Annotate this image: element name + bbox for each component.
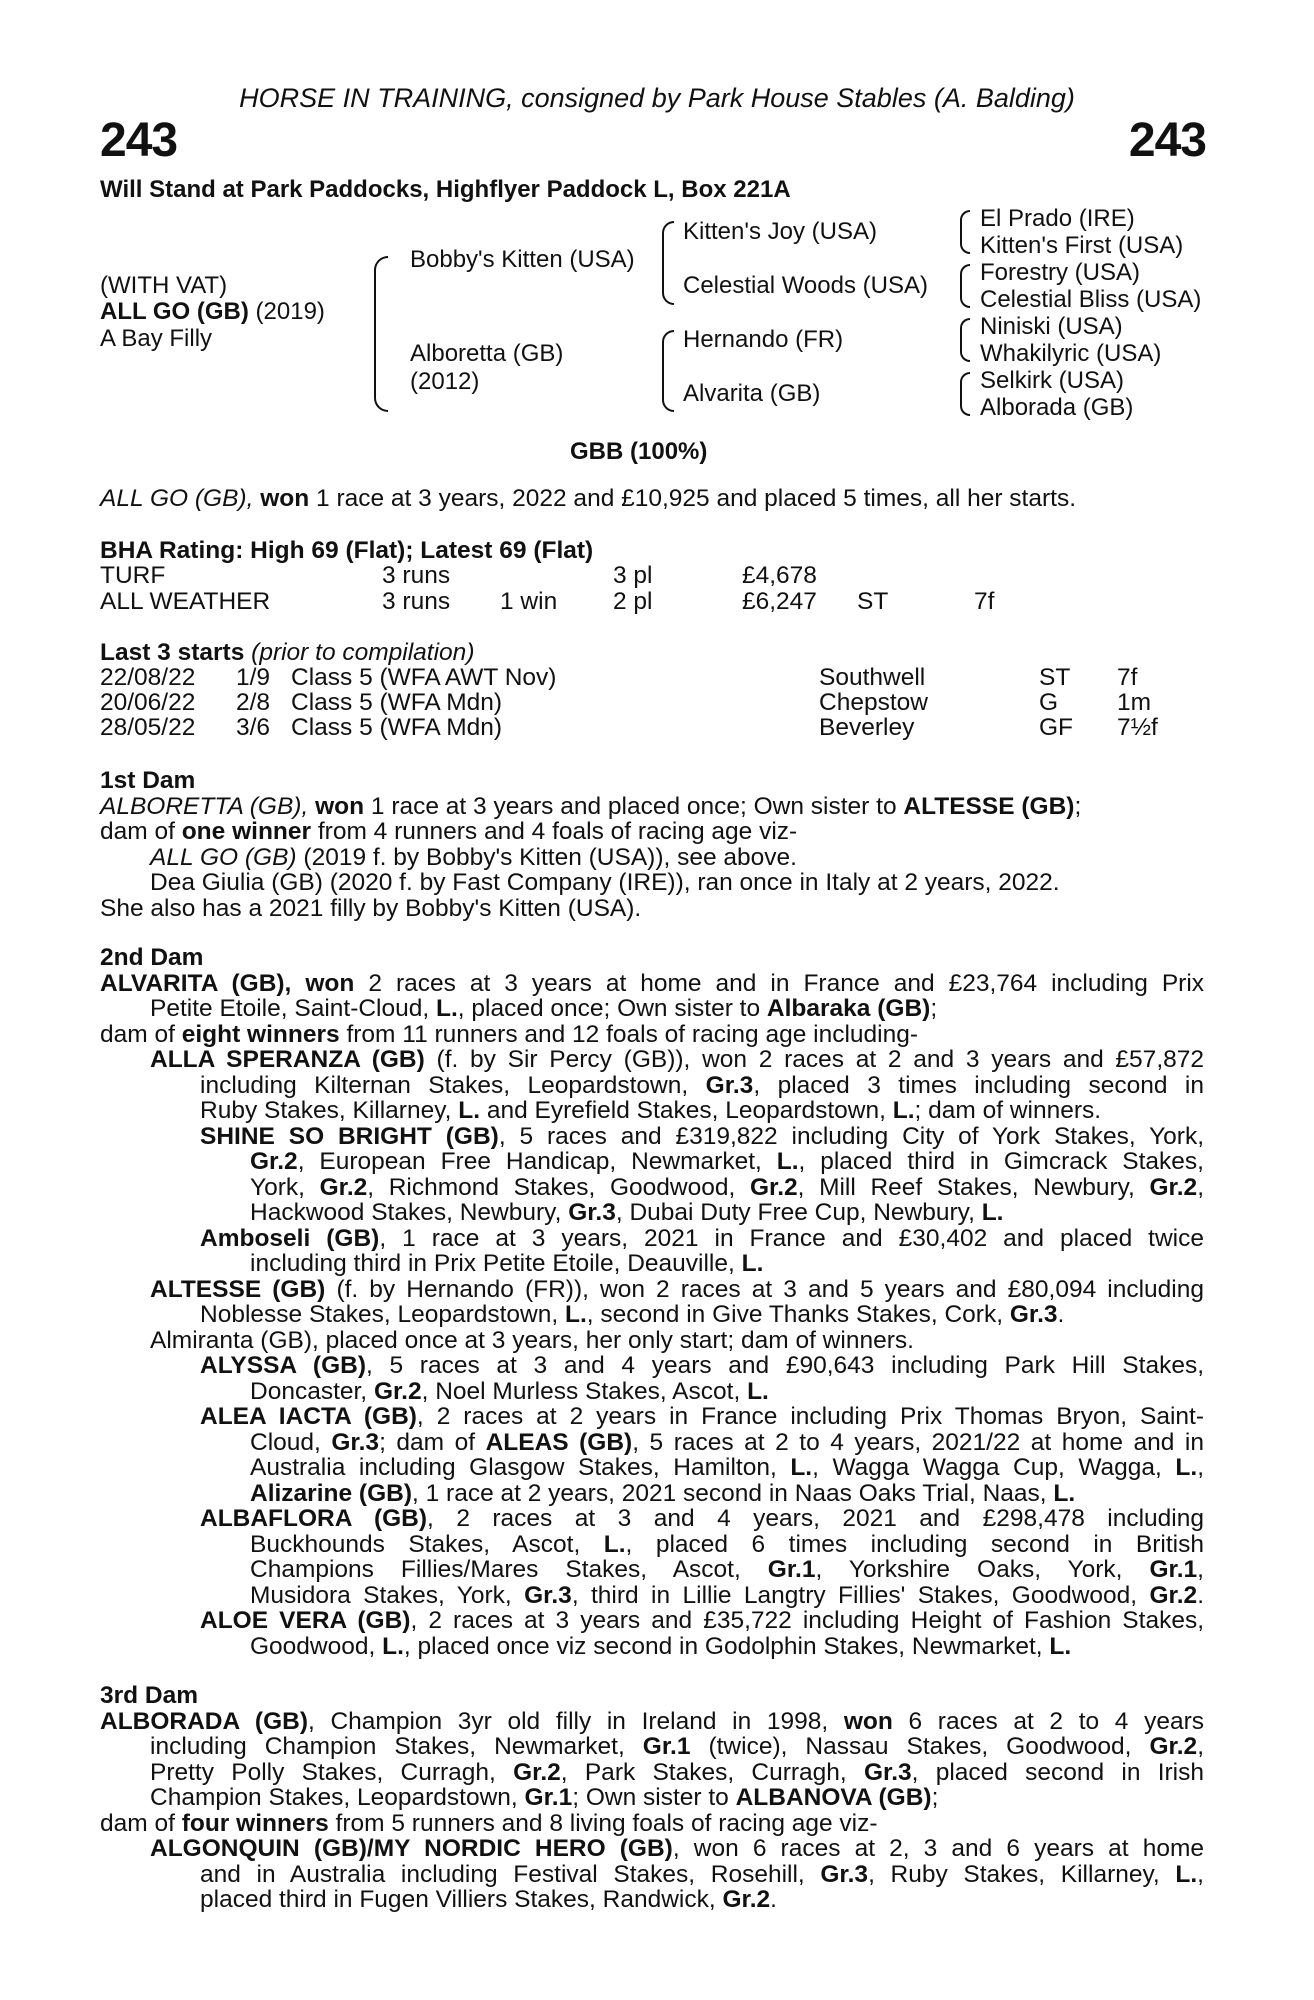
- start-race: Class 5 (WFA Mdn): [291, 714, 503, 741]
- sibling-name: ALTESSE (GB): [903, 792, 1075, 820]
- rating-placed: 3 pl: [613, 562, 653, 589]
- last-starts-title: Last 3 starts: [100, 639, 245, 666]
- dam-name: ALBORADA (GB): [100, 1707, 308, 1735]
- start-going: ST: [1039, 664, 1071, 691]
- text-line: [100, 1379, 1204, 1405]
- text-line: [100, 1557, 1204, 1583]
- punct: .: [1057, 1301, 1065, 1328]
- start-date: 20/06/22: [100, 689, 196, 716]
- rating-prize: £6,247: [742, 588, 817, 615]
- consignment-header: HORSE IN TRAINING, consigned by Park House Stables (A. Balding): [239, 83, 1075, 113]
- start-race: Class 5 (WFA AWT Nov): [291, 664, 557, 691]
- punct: ,: [1197, 1173, 1204, 1201]
- rating-surface: TURF: [100, 562, 166, 589]
- rating-runs: 3 runs: [382, 588, 451, 615]
- dam-sire: Hernando (FR): [683, 326, 844, 353]
- text-span: (f. by Hernando (FR)), won 2 races at 3 and 5 years and £80,094 including: [336, 1275, 1205, 1303]
- second-dam-section: [100, 945, 1204, 1659]
- start-going: G: [1039, 689, 1059, 716]
- first-dam-section: [100, 768, 1204, 921]
- ped-sss: El Prado (IRE): [980, 205, 1135, 232]
- start-course: Beverley: [819, 714, 915, 741]
- stand-location: Will Stand at Park Paddocks, Highflyer Paddock L, Box 221A: [100, 176, 791, 203]
- text-line: [100, 1251, 1204, 1277]
- start-distance: 7½f: [1117, 714, 1158, 741]
- text-line: [100, 1455, 1204, 1481]
- won-text: won: [843, 1707, 893, 1735]
- produce-name: ALGONQUIN (GB)/MY NORDIC HERO (GB): [150, 1835, 673, 1862]
- text-span: , placed 3 times including second in: [753, 1071, 1204, 1099]
- grade: L.: [1175, 1860, 1198, 1888]
- text-line: [100, 996, 1204, 1022]
- grade: Gr.1: [524, 1784, 573, 1811]
- grade: L.: [790, 1454, 813, 1481]
- grade: Gr.2: [513, 1758, 561, 1786]
- produce-name: Amboseli (GB): [200, 1224, 380, 1252]
- ped-dss: Niniski (USA): [980, 313, 1123, 340]
- summary-text: 1 race at 3 years, 2022 and £10,925 and placed 5 times, all her starts.: [316, 485, 1076, 512]
- text-span: (f. by Sir Percy (GB)), won 2 races at 2 and 3 years and £57,872: [436, 1046, 1204, 1073]
- winners-count: eight winners: [181, 1020, 340, 1048]
- text-line: [100, 1404, 1204, 1430]
- produce-name: ALBAFLORA (GB): [200, 1505, 428, 1532]
- third-dam-section: [100, 1683, 1204, 1913]
- text-span: , Wagga Wagga Cup, Wagga,: [812, 1454, 1162, 1481]
- vat-note: (WITH VAT): [100, 272, 228, 299]
- start-date: 22/08/22: [100, 664, 196, 691]
- last-starts-note: (prior to compilation): [251, 639, 475, 666]
- text-line: [100, 1124, 1204, 1150]
- text-line: [100, 1353, 1204, 1379]
- start-position: 1/9: [236, 664, 271, 691]
- text-line: [100, 1887, 1204, 1913]
- start-date: 28/05/22: [100, 714, 196, 741]
- text-line: [100, 1734, 1204, 1760]
- punct: .: [770, 1886, 777, 1913]
- grade: Gr.2: [250, 1148, 298, 1175]
- start-going: GF: [1039, 714, 1074, 741]
- grade: Gr.3: [568, 1199, 616, 1226]
- text-line: [100, 1302, 1204, 1328]
- text-span: (2019 f. by Bobby's Kitten (USA)), see above.: [303, 843, 797, 871]
- text-span: including Champion Stakes, Newmarket,: [150, 1733, 625, 1760]
- text-span: Ruby Stakes, Killarney,: [200, 1097, 452, 1124]
- text-line: [100, 1149, 1204, 1175]
- grade: L.: [1049, 1632, 1072, 1660]
- rating-surface: ALL WEATHER: [100, 588, 271, 615]
- text-span: , Yorkshire Oaks, York,: [815, 1556, 1123, 1583]
- text-span: , Ruby Stakes, Killarney,: [868, 1860, 1160, 1888]
- sire-name: Bobby's Kitten (USA): [410, 246, 635, 273]
- produce-line: Dea Giulia (GB) (2020 f. by Fast Company (IRE)), ran once in Italy at 2 years, 2022.: [150, 869, 1060, 896]
- grade: L.: [747, 1377, 769, 1405]
- text-line: [100, 971, 1204, 997]
- text-span: Champions Fillies/Mares Stakes, Ascot,: [250, 1556, 741, 1583]
- grade: L.: [382, 1632, 404, 1660]
- grade: L.: [565, 1301, 587, 1328]
- text-span: Goodwood,: [250, 1632, 376, 1660]
- text-line: [100, 1022, 1204, 1048]
- text-span: , 5 races at 2 to 4 years, 2021/22 at home and in: [632, 1428, 1205, 1456]
- second-dam-title: 2nd Dam: [100, 944, 204, 971]
- text-line: [100, 1634, 1204, 1660]
- sibling-name: Albaraka (GB): [766, 995, 931, 1022]
- grade: Gr.1: [1149, 1556, 1198, 1583]
- text-line: [100, 1760, 1204, 1786]
- text-line: [100, 1430, 1204, 1456]
- grade: Gr.2: [373, 1377, 422, 1405]
- horse-name: ALL GO (GB): [100, 298, 249, 325]
- produce-name: ALTESSE (GB): [150, 1275, 326, 1303]
- text-span: including third in Prix Petite Etoile, Deauville,: [250, 1250, 735, 1277]
- text-line: [100, 1098, 1204, 1124]
- text-span: placed third in Fugen Villiers Stakes, Randwick,: [200, 1886, 716, 1913]
- ped-dsd: Whakilyric (USA): [980, 340, 1162, 367]
- text-span: 1 race at 3 years and placed once; Own sister to: [370, 792, 897, 820]
- won-text: won: [315, 792, 365, 820]
- text-span: ; Own sister to: [572, 1784, 729, 1811]
- produce-name: ALEAS (GB): [485, 1428, 633, 1456]
- rating-placed: 2 pl: [613, 588, 653, 615]
- text-line: [100, 1836, 1204, 1862]
- text-span: , third in Lillie Langtry Fillies' Stakes, Goodwood,: [571, 1581, 1138, 1609]
- text-line: [100, 1583, 1204, 1609]
- grade: Gr.2: [319, 1173, 368, 1201]
- grade: Gr.1: [767, 1556, 816, 1583]
- start-course: Southwell: [819, 664, 926, 691]
- first-dam-note: She also has a 2021 filly by Bobby's Kitten (USA).: [100, 894, 642, 922]
- text-span: , placed 6 times including second in British: [625, 1530, 1204, 1558]
- grade: L.: [892, 1097, 915, 1124]
- produce-name: ALEA IACTA (GB): [200, 1403, 417, 1430]
- text-span: , 1 race at 2 years, 2021 second in Naas Oaks Trial, Naas,: [412, 1479, 1047, 1507]
- text-span: Hackwood Stakes, Newbury,: [250, 1199, 562, 1226]
- first-dam-line: [100, 794, 1204, 820]
- punct: ;: [1074, 792, 1082, 820]
- text-span: , won 6 races at 2, 3 and 6 years at home: [672, 1835, 1204, 1862]
- start-distance: 1m: [1117, 689, 1152, 716]
- ped-sds: Forestry (USA): [980, 259, 1141, 286]
- grade: L.: [1053, 1479, 1076, 1507]
- text-span: , placed second in Irish: [911, 1758, 1204, 1786]
- text-line: [100, 1862, 1204, 1888]
- text-span: , European Free Handicap, Newmarket,: [297, 1148, 762, 1175]
- text-line: [100, 1785, 1204, 1811]
- text-line: [100, 1811, 1204, 1837]
- start-race: Class 5 (WFA Mdn): [291, 689, 503, 716]
- dam-name: ALVARITA (GB),: [100, 969, 292, 997]
- dam-year: (2012): [410, 368, 480, 395]
- text-line: [100, 1506, 1204, 1532]
- pedigree-brace-dam: [662, 330, 674, 412]
- text-span: , Dubai Duty Free Cup, Newbury,: [615, 1199, 975, 1226]
- text-span: dam of: [100, 1020, 175, 1048]
- rating-wins: 1 win: [500, 588, 558, 615]
- produce-line: [100, 845, 1204, 871]
- text-span: , placed third in Gimcrack Stakes,: [798, 1148, 1204, 1175]
- text-span: Australia including Glasgow Stakes, Hamilton,: [250, 1454, 777, 1481]
- text-span: 6 races at 2 to 4 years: [908, 1707, 1204, 1735]
- text-span: , Mill Reef Stakes, Newbury,: [797, 1173, 1135, 1201]
- summary-won: won: [260, 485, 310, 512]
- grade: Gr.3: [820, 1860, 869, 1888]
- start-position: 3/6: [236, 714, 271, 741]
- text-span: and in Australia including Festival Stakes, Rosehill,: [200, 1860, 805, 1888]
- text-span: ; dam of winners.: [914, 1097, 1102, 1124]
- won-text: won: [305, 969, 355, 997]
- text-span: Buckhounds Stakes, Ascot,: [250, 1530, 581, 1558]
- text-span: York,: [250, 1173, 305, 1201]
- punct: ,: [1197, 1733, 1204, 1760]
- text-line: [100, 1709, 1204, 1735]
- text-line: Almiranta (GB), placed once at 3 years, her only start; dam of winners.: [150, 1326, 914, 1354]
- text-span: Petite Etoile, Saint-Cloud,: [150, 995, 430, 1022]
- produce-name: ALOE VERA (GB): [200, 1607, 411, 1634]
- winners-count: one winner: [181, 818, 312, 845]
- text-line: [100, 1226, 1204, 1252]
- pedigree-brace-ds: [960, 318, 970, 362]
- text-span: , 2 races at 3 years and £35,722 including Height of Fashion Stakes,: [410, 1607, 1204, 1634]
- text-span: 2 races at 3 years at home and in France and £23,764 including Prix: [368, 969, 1205, 997]
- sire-sire: Kitten's Joy (USA): [683, 218, 877, 245]
- punct: ;: [930, 995, 938, 1022]
- dam-name: ALBORETTA (GB),: [100, 792, 309, 820]
- grade: Gr.2: [1149, 1733, 1198, 1760]
- sire-dam: Celestial Woods (USA): [683, 272, 928, 299]
- text-span: ; dam of: [379, 1428, 476, 1456]
- gbb-percentage: GBB (100%): [570, 438, 708, 465]
- pedigree-brace-main: [374, 256, 388, 412]
- produce-name: ALL GO (GB): [150, 843, 297, 871]
- text-span: , Noel Murless Stakes, Ascot,: [421, 1377, 741, 1405]
- pedigree-brace-sd: [960, 264, 970, 308]
- punct: ,: [1197, 1860, 1204, 1888]
- third-dam-title: 3rd Dam: [100, 1682, 199, 1709]
- first-dam-title: 1st Dam: [100, 767, 196, 794]
- text-line: [100, 1047, 1204, 1073]
- text-span: Cloud,: [250, 1428, 321, 1456]
- pedigree-brace-sire: [662, 221, 674, 305]
- lot-number-right: 243: [1128, 114, 1206, 167]
- grade: L.: [436, 995, 458, 1022]
- text-line: [100, 1200, 1204, 1226]
- start-course: Chepstow: [819, 689, 928, 716]
- text-span: (twice), Nassau Stakes, Goodwood,: [708, 1733, 1132, 1760]
- text-line: [100, 1481, 1204, 1507]
- grade: L.: [981, 1199, 1004, 1226]
- punct: .: [1197, 1581, 1204, 1609]
- produce-name: ALLA SPERANZA (GB): [150, 1046, 425, 1073]
- text-span: dam of: [100, 818, 175, 845]
- dam-name: Alboretta (GB): [410, 340, 564, 367]
- text-span: , second in Give Thanks Stakes, Cork,: [586, 1301, 1004, 1328]
- start-position: 2/8: [236, 689, 271, 716]
- lot-number-left: 243: [100, 114, 178, 167]
- horse-description: A Bay Filly: [100, 325, 213, 352]
- rating-distance: 7f: [974, 588, 995, 615]
- horse-name-line: [100, 298, 325, 326]
- rating-prize: £4,678: [742, 562, 817, 589]
- grade: L.: [1175, 1454, 1198, 1481]
- grade: L.: [741, 1250, 764, 1277]
- text-span: dam of: [100, 1809, 175, 1837]
- grade: Gr.1: [642, 1733, 691, 1760]
- text-span: Noblesse Stakes, Leopardstown,: [200, 1301, 559, 1328]
- produce-name: SHINE SO BRIGHT (GB): [200, 1122, 499, 1150]
- summary-horse-name: ALL GO (GB),: [100, 485, 254, 512]
- text-span: and Eyrefield Stakes, Leopardstown,: [486, 1097, 886, 1124]
- text-span: from 11 runners and 12 foals of racing age including-: [346, 1020, 919, 1048]
- punct: ,: [1197, 1556, 1204, 1583]
- ped-sdd: Celestial Bliss (USA): [980, 286, 1202, 313]
- text-span: , 5 races at 3 and 4 years and £90,643 including Park Hill Stakes,: [365, 1352, 1205, 1379]
- grade: Gr.2: [749, 1173, 798, 1201]
- punct: ,: [1197, 1454, 1205, 1481]
- punct: ;: [931, 1784, 939, 1811]
- winners-count: four winners: [181, 1809, 329, 1837]
- text-span: , 2 races at 3 and 4 years, 2021 and £298,478 including: [427, 1505, 1204, 1532]
- text-span: , Park Stakes, Curragh,: [560, 1758, 847, 1786]
- first-dam-line: [100, 819, 1204, 845]
- grade: Gr.3: [705, 1071, 754, 1099]
- rating-going: ST: [857, 588, 889, 615]
- ped-dds: Selkirk (USA): [980, 367, 1125, 394]
- produce-name: Alizarine (GB): [250, 1479, 412, 1507]
- text-span: Pretty Polly Stakes, Curragh,: [150, 1758, 496, 1786]
- text-span: , placed once viz second in Godolphin Stakes, Newmarket,: [403, 1632, 1043, 1660]
- start-distance: 7f: [1117, 664, 1138, 691]
- ped-ddd: Alborada (GB): [980, 394, 1134, 421]
- grade: Gr.3: [524, 1581, 572, 1609]
- text-span: Champion Stakes, Leopardstown,: [150, 1784, 518, 1811]
- text-span: , 2 races at 2 years in France including Prix Thomas Bryon, Saint-: [416, 1403, 1204, 1430]
- last-starts-heading: [100, 640, 474, 666]
- text-span: , Champion 3yr old filly in Ireland in 1998,: [308, 1707, 829, 1735]
- dam-dam: Alvarita (GB): [683, 380, 821, 407]
- produce-name: ALYSSA (GB): [200, 1352, 366, 1379]
- text-span: , placed once; Own sister to: [457, 995, 761, 1022]
- text-span: Musidora Stakes, York,: [250, 1581, 512, 1609]
- text-span: , Richmond Stakes, Goodwood,: [367, 1173, 736, 1201]
- text-line: [100, 1608, 1204, 1634]
- text-span: , 1 race at 3 years, 2021 in France and £30,402 and placed twice: [379, 1224, 1205, 1252]
- text-span: Doncaster,: [250, 1377, 368, 1405]
- racing-summary: [100, 486, 1076, 512]
- text-line: [100, 1532, 1204, 1558]
- sibling-name: ALBANOVA (GB): [735, 1784, 932, 1811]
- grade: Gr.3: [331, 1428, 380, 1456]
- rating-runs: 3 runs: [382, 562, 451, 589]
- bha-rating: BHA Rating: High 69 (Flat); Latest 69 (Flat): [100, 537, 594, 564]
- text-line: [100, 1175, 1204, 1201]
- text-span: including Kilternan Stakes, Leopardstown,: [200, 1071, 689, 1099]
- grade: L.: [458, 1097, 481, 1124]
- grade: Gr.3: [1009, 1301, 1058, 1328]
- grade: Gr.3: [863, 1758, 912, 1786]
- text-line: [100, 1073, 1204, 1099]
- pedigree-brace-dd: [960, 372, 970, 416]
- grade: L.: [776, 1148, 799, 1175]
- horse-year: (2019): [255, 298, 325, 325]
- grade: Gr.2: [722, 1886, 771, 1913]
- text-span: , 5 races and £319,822 including City of York Stakes, York,: [498, 1122, 1205, 1150]
- pedigree-brace-ss: [960, 210, 970, 254]
- text-span: from 4 runners and 4 foals of racing age viz-: [317, 818, 798, 845]
- grade: Gr.2: [1149, 1581, 1198, 1609]
- grade: Gr.2: [1149, 1173, 1198, 1201]
- text-line: [100, 1277, 1204, 1303]
- ped-ssd: Kitten's First (USA): [980, 232, 1184, 259]
- text-span: from 5 runners and 8 living foals of racing age viz-: [335, 1809, 878, 1837]
- grade: L.: [603, 1530, 626, 1558]
